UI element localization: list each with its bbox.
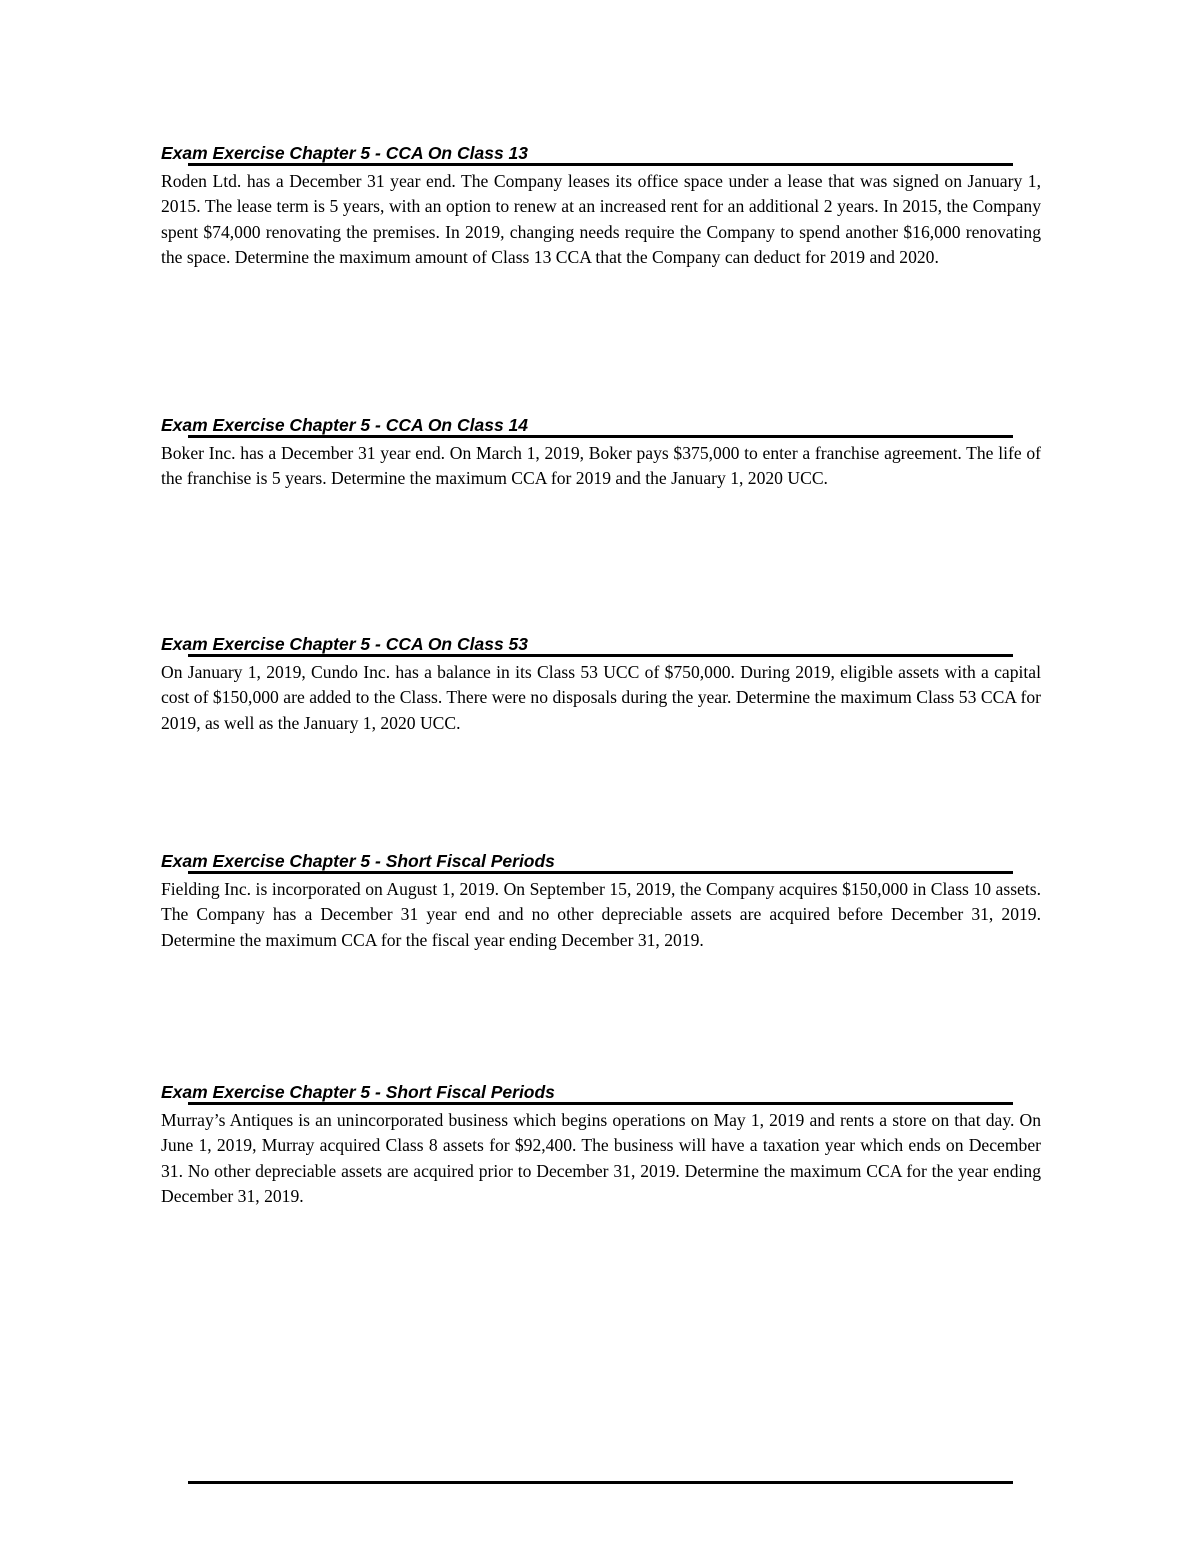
exercise-body: Murray’s Antiques is an unincorporated business which begins operations on May 1, 2019 and rents a store on that day. On June 1, 2019, Murray acquired Class 8 assets for $92,400. The business will have a taxation year which ends on December 31. No other depreciable assets are acquired prior to December 31, 2019. Determine the maximum CCA for the year ending December 31, 2019. [161,1110,1041,1207]
title-underline [188,435,1013,438]
footer-rule [188,1481,1013,1484]
exercise-title: Exam Exercise Chapter 5 - Short Fiscal Periods [161,1082,555,1102]
title-underline [188,163,1013,166]
exercise-body: Fielding Inc. is incorporated on August 1, 2019. On September 15, 2019, the Company acquires $150,000 in Class 10 assets. The Company has a December 31 year end and no other depreciable assets are acquired before December 31, 2019. Determine the maximum CCA for the fiscal year ending December 31, 2019. [161,879,1041,950]
exercise-class-53 [161,634,1041,736]
title-underline [188,871,1013,874]
exercise-title: Exam Exercise Chapter 5 - Short Fiscal Periods [161,851,555,871]
exercise-title: Exam Exercise Chapter 5 - CCA On Class 13 [161,143,529,163]
title-underline [188,1102,1013,1105]
exercise-short-fiscal-periods-1 [161,851,1041,953]
exercise-title: Exam Exercise Chapter 5 - CCA On Class 14 [161,415,529,435]
exercise-class-14 [161,415,1041,492]
exercise-short-fiscal-periods-2 [161,1082,1041,1210]
title-underline [188,654,1013,657]
exercise-title: Exam Exercise Chapter 5 - CCA On Class 53 [161,634,529,654]
exercise-body: On January 1, 2019, Cundo Inc. has a balance in its Class 53 UCC of $750,000. During 2019, eligible assets with a capital cost of $150,000 are added to the Class. There were no disposals during the year. Determine the maximum Class 53 CCA for 2019, as well as the January 1, 2020 UCC. [161,662,1041,733]
exercise-body: Roden Ltd. has a December 31 year end. The Company leases its office space under a lease that was signed on January 1, 2015. The lease term is 5 years, with an option to renew at an increased rent for an additional 2 years. In 2015, the Company spent $74,000 renovating the premises. In 2019, changing needs require the Company to spend another $16,000 renovating the space. Determine the maximum amount of Class 13 CCA that the Company can deduct for 2019 and 2020. [161,171,1041,268]
exercise-body: Boker Inc. has a December 31 year end. On March 1, 2019, Boker pays $375,000 to enter a franchise agreement. The life of the franchise is 5 years. Determine the maximum CCA for 2019 and the January 1, 2020 UCC. [161,443,1041,489]
exercise-class-13 [161,143,1041,271]
